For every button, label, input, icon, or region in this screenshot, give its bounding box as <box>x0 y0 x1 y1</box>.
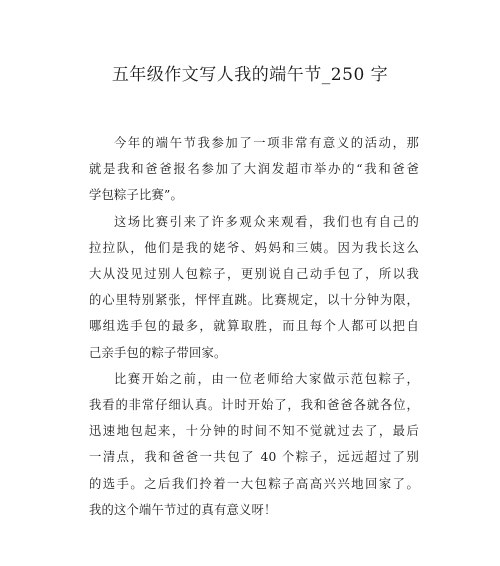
body-line: 今年的端午节我参加了一项非常有意义的活动，那 <box>114 136 419 150</box>
body-line: 拉拉队，他们是我的姥爷、妈妈和三姨。因为我长这么 <box>89 240 419 255</box>
body-line: 就是我和爸爸报名参加了大润发超市举办的“我和爸爸 <box>89 162 419 177</box>
body-line: 己亲手包的粽子带回家。 <box>89 345 227 360</box>
body-line: 大从没见过别人包粽子，更别说自己动手包了，所以我 <box>89 267 419 282</box>
document-title: 五年级作文写人我的端午节_250 字 <box>111 65 389 85</box>
body-line: 我看的非常仔细认真。计时开始了，我和爸爸各就各位， <box>89 398 419 413</box>
body-line: 哪组选手包的最多，就算取胜，而且每个人都可以把自 <box>89 319 419 334</box>
body-line: 迅速地包起来，十分钟的时间不知不觉就过去了，最后 <box>89 424 419 439</box>
body-line: 我的这个端午节过的真有意义呀！ <box>89 502 277 517</box>
body-line: 这场比赛引来了许多观众来观看，我们也有自己的 <box>114 214 419 229</box>
body-line: 学包粽子比赛”。 <box>89 188 183 203</box>
body-line: 比赛开始之前，由一位老师给大家做示范包粽子， <box>114 371 419 386</box>
body-line: 的心里特别紧张，怦怦直跳。比赛规定，以十分钟为限， <box>89 293 419 308</box>
body-line: 的选手。之后我们拎着一大包粽子高高兴兴地回家了。 <box>89 476 419 491</box>
document-body <box>89 130 419 523</box>
body-line: 一清点，我和爸爸一共包了 40 个粽子，远远超过了别 <box>89 450 419 465</box>
